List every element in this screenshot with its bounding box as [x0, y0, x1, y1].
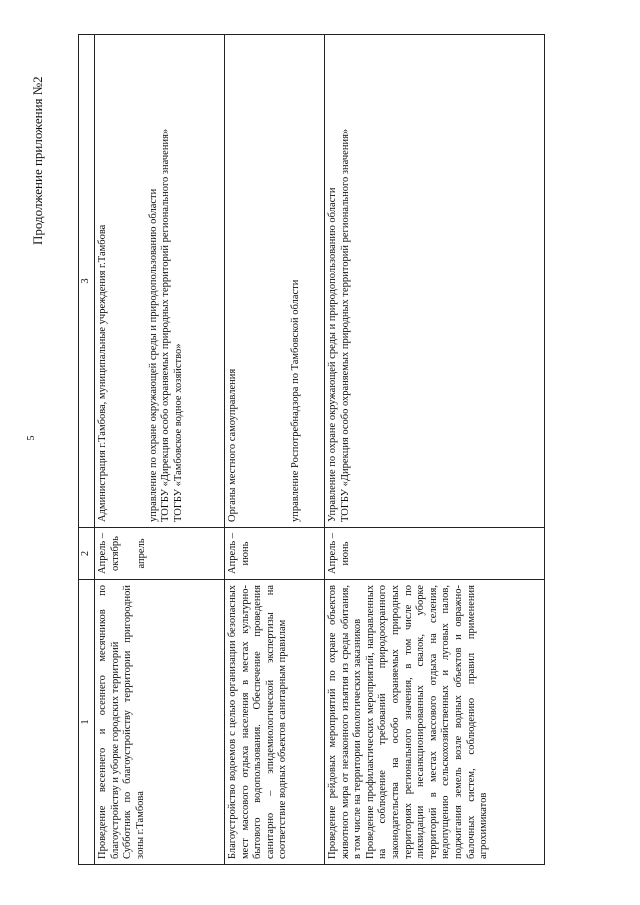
term-text: Апрель – июнь	[227, 532, 251, 574]
term-cell	[95, 528, 225, 580]
event-cell	[325, 580, 545, 865]
header-cell-1: 1	[79, 580, 95, 865]
executor-cell	[225, 35, 325, 528]
executor-text: ТОГБУ «Тамбовское водное хозяйство»	[172, 343, 184, 522]
event-text: Субботник по благоустройству территории пригородной зоны г.Тамбова	[122, 585, 146, 859]
table-header-row	[79, 35, 95, 865]
executor-text: ТОГБУ «Дирекция особо охраняемых природных территорий регионального значения»	[160, 128, 172, 522]
executor-text: Органы местного самоуправления	[227, 368, 238, 522]
event-text: Проведение рейдовых мероприятий по охране объектов животного мира от незаконного изъятия из среды обитания, в том числе на территории биологических заказников	[327, 585, 364, 859]
executor-cell	[95, 35, 225, 528]
event-cell	[225, 580, 325, 865]
executor-text: Администрация г.Тамбова, муниципальные учреждения г.Тамбова	[97, 224, 108, 522]
term-text: Апрель – июнь	[327, 532, 351, 574]
table-row	[325, 35, 545, 865]
table-row	[95, 35, 225, 865]
executor-cell	[325, 35, 545, 528]
event-text: Проведение профилактических мероприятий, направленных на соблюдение требований природоохранного законодательства на особо охраняемых природных территориях регионального значения, в том числе по ликвидации несанкционированных свалок, уборке территорий в местах массового отдыха на селения, недопущению сельскохозяйственных и луговых палов, поджигания земель возле водных объектов и овражно-балочных систем, соблюдению правил применения агрохимикатов	[364, 585, 490, 859]
page-number: 5	[26, 435, 37, 441]
events-table	[78, 34, 545, 865]
event-cell	[95, 580, 225, 865]
table-row	[225, 35, 325, 865]
event-text: Благоустройство водоемов с целью организации безопасных мест массового отдыха населения в местах культурно-бытового водопользования. Обеспечение проведения санитарно – эпидемиологической экспертизы на соответствие водных объектов санитарным правилам	[227, 585, 289, 859]
executor-text: управление по охране окружающей среды и природопользованию области	[147, 188, 159, 522]
term-cell	[325, 528, 545, 580]
executor-text: ТОГБУ «Дирекция особо охраняемых природных территорий регионального значения»	[339, 128, 351, 522]
executor-text: Управление по охране окружающей среды и природопользованию области	[327, 187, 338, 522]
executor-text: управление Роспотребнадзора по Тамбовской области	[289, 279, 301, 522]
header-cell-3: 3	[79, 35, 95, 528]
spacer	[110, 40, 148, 522]
rotated-table-frame	[78, 35, 623, 865]
event-text: Проведение весеннего и осеннего месячников по благоустройству и уборке городских территорий	[97, 585, 121, 859]
term-cell	[225, 528, 325, 580]
appendix-title: Продолжение приложения №2	[30, 76, 45, 245]
header-cell-2: 2	[79, 528, 95, 580]
spacer	[240, 40, 290, 522]
term-text: Апрель – октябрь	[97, 532, 121, 574]
term-text: апрель	[136, 538, 148, 569]
